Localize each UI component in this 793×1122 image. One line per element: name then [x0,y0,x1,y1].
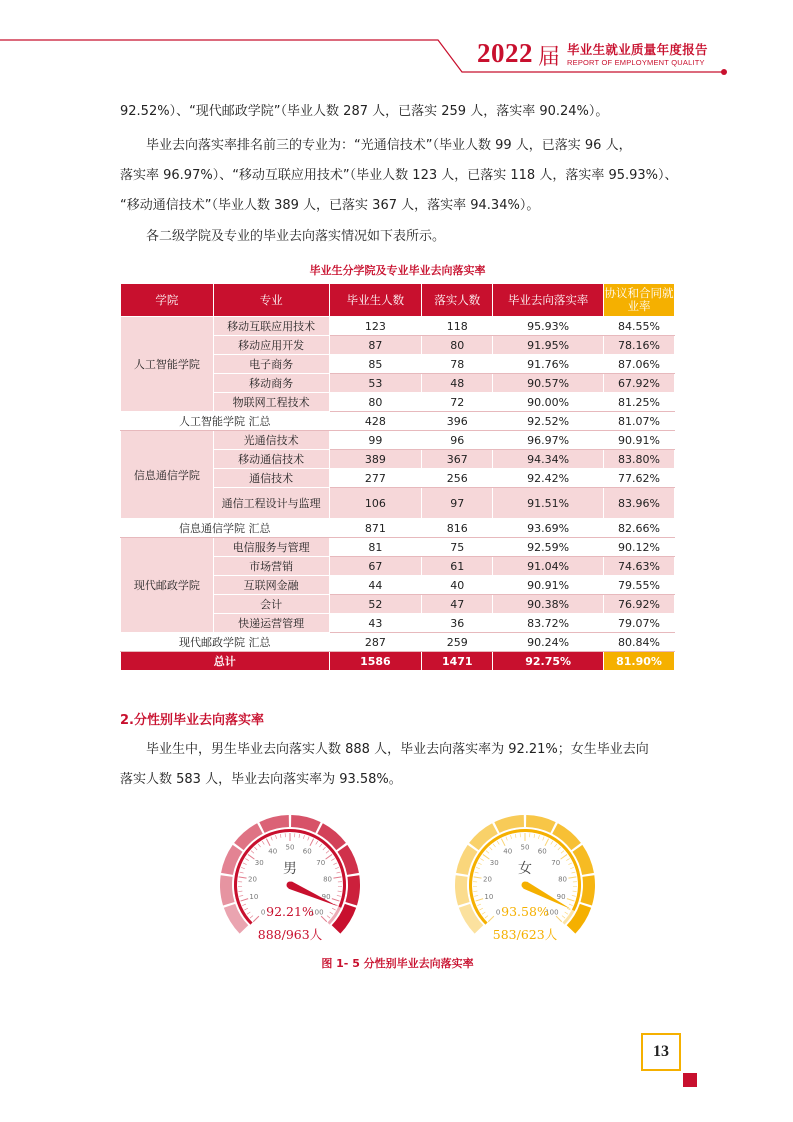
gauge-band-segment [469,823,498,850]
value-cell: 43 [329,614,422,633]
gauge-band-segment [317,823,346,850]
gauge-tick-label: 70 [316,859,326,868]
gauge-tick [515,834,516,838]
total-value: 1471 [422,652,493,671]
major-cell: 电信服务与管理 [213,538,329,557]
total-value: 81.90% [604,652,675,671]
paragraph-line: 毕业去向落实率排名前三的专业为：“光通信技术”（毕业人数 99 人，已落实 96 人， [146,138,632,153]
gauge-tick [335,867,339,868]
gauge-tick [476,867,480,868]
gauge-tick [239,877,247,878]
paragraph-line: “移动通信技术”（毕业人数 389 人，已落实 367 人，落实率 94.34%）。 [120,198,540,213]
gauge-needle-hub [522,882,529,889]
value-cell: 87 [329,336,422,355]
gauge-tick [485,916,488,919]
gauge-tick-label: 30 [254,859,264,868]
gauge-tick [474,895,478,896]
gauge-tick [561,854,567,859]
report-jie: 届 [538,45,561,70]
value-cell: 79.07% [604,614,675,633]
gauge-tick [486,851,489,854]
paragraph-line: 落实人数 583 人，毕业去向落实率为 93.58%。 [120,772,402,787]
gauge-tick [474,877,482,878]
gauge-tick [332,899,340,901]
section-heading: 2.分性别毕业去向落实率 [120,713,264,728]
value-cell: 75 [422,538,493,557]
gauge-tick [316,841,318,844]
gauge-tick [566,859,569,861]
gauge-band-segment [459,904,483,934]
gauge-tick [567,899,575,901]
value-cell: 47 [422,595,493,614]
paragraph-line: 各二级学院及专业的毕业去向落实情况如下表所示。 [146,229,446,244]
value-cell: 83.72% [493,614,604,633]
gauge-tick [570,867,574,868]
value-cell: 94.34% [493,450,604,469]
figure-caption: 图 1- 5 分性别毕业去向落实率 [321,957,474,970]
table-row [121,431,675,450]
value-cell: 44 [329,576,422,595]
gauge-tick [479,908,483,910]
value-cell: 92.42% [493,469,604,488]
gauge-tick-label: 100 [545,908,559,917]
gauge-tick-label: 60 [302,847,312,856]
gauge-tick-label: 90 [321,893,331,902]
gauge-tick [330,912,333,914]
value-cell: 277 [329,469,422,488]
gauge-tick [493,844,495,847]
gauge-tick [476,899,484,901]
header-placed: 落实人数 [422,284,493,317]
value-cell: 91.95% [493,336,604,355]
value-cell: 53 [329,374,422,393]
paragraph-line: 落实率 96.97%）、“移动互联应用技术”（毕业人数 123 人，已落实 118 人，落实率 95.93%）、 [120,168,678,183]
major-cell: 电子商务 [213,355,329,374]
summary-row [121,412,675,431]
major-cell: 光通信技术 [213,431,329,450]
gauge-tick [567,908,571,910]
gauge-tick [245,859,248,861]
college-cell: 信息通信学院 [121,431,214,519]
value-cell: 90.12% [604,538,675,557]
gauge-tick [262,841,264,844]
gauge-tick [568,877,576,878]
gauge-tick [275,835,276,839]
gauge-tick-label: 70 [551,859,561,868]
gauge-band-segment [220,875,235,905]
value-cell: 79.55% [604,576,675,595]
report-year: 2022 [477,38,533,68]
gauge-tick [251,851,254,854]
gauge-tick-label: 20 [483,875,492,884]
gauge-tick [543,837,544,841]
gauge-band-segment [552,823,581,850]
gauge-tick [310,839,314,846]
value-cell: 77.62% [604,469,675,488]
gauge-band-segment [224,904,248,934]
summary-label: 现代邮政学院 汇总 [121,633,330,652]
summary-value: 259 [422,633,493,652]
gauge-tick [551,841,553,844]
value-cell: 81 [329,538,422,557]
value-cell: 87.06% [604,355,675,374]
report-title-en: REPORT OF EMPLOYMENT QUALITY [567,58,705,67]
major-cell: 市场营销 [213,557,329,576]
value-cell: 96 [422,431,493,450]
gauge-tick [253,916,259,922]
value-cell: 90.91% [604,431,675,450]
summary-label: 人工智能学院 汇总 [121,412,330,431]
major-cell: 通信工程设计与监理 [213,488,329,519]
gauge-tick [303,835,304,839]
gauge-tick [333,863,337,865]
gauge-tick-label: 60 [537,847,547,856]
gauge-tick [240,872,244,873]
gauge-tick [333,877,341,878]
value-cell: 256 [422,469,493,488]
gauge-tick [247,912,250,914]
value-cell: 72 [422,393,493,412]
total-value: 1586 [329,652,422,671]
gauge-tick [568,863,572,865]
paragraph-line: 92.52%）、“现代邮政学院”（毕业人数 287 人，已落实 259 人，落实率 90.24%）。 [120,104,609,119]
major-cell: 移动通信技术 [213,450,329,469]
gauge-tick-label: 0 [495,908,501,917]
gauge-band-segment [567,904,591,934]
gauge-tick [538,835,539,839]
summary-value: 396 [422,412,493,431]
table-header-row [121,284,675,317]
gauge-tick [488,916,494,922]
gauge-needle-hub [287,882,294,889]
gauge-tick [239,895,243,896]
gauge-count-text: 888/963人 [257,927,323,942]
gauge-tick [473,891,477,892]
gauge-tick [556,916,562,922]
value-cell: 67 [329,557,422,576]
value-cell: 78 [422,355,493,374]
gauge-tick [266,839,270,846]
major-cell: 互联网金融 [213,576,329,595]
value-cell: 90.38% [493,595,604,614]
gauge-tick [331,859,334,861]
gauge-tick-label: 100 [310,908,324,917]
gauge-tick-label: 50 [285,843,295,852]
summary-value: 93.69% [493,519,604,538]
gauge-tick [561,851,564,854]
gauge-tick-label: 40 [268,847,278,856]
gauge-tick [271,837,272,841]
gauge-tick [571,872,575,873]
summary-row [121,519,675,538]
value-cell: 91.51% [493,488,604,519]
summary-value: 816 [422,519,493,538]
gauge-tick [572,895,576,896]
major-cell: 快递运营管理 [213,614,329,633]
gauge-tick [326,851,329,854]
summary-value: 82.66% [604,519,675,538]
gauge-male [200,813,380,943]
gauge-tick [506,837,507,841]
gauge-tick [558,847,561,850]
gauge-band-segment [345,875,360,905]
gauge-tick [326,854,332,859]
gauge-tick-label: 10 [484,893,494,902]
gauge-band-segment [221,845,242,875]
college-cell: 人工智能学院 [121,317,214,412]
report-title-cn: 毕业生就业质量年度报告 [567,42,708,57]
paragraph-line: 毕业生中，男生毕业去向落实人数 888 人，毕业去向落实率为 92.21%；女生毕业去向 [146,742,649,757]
placement-table [120,283,675,671]
summary-value: 90.24% [493,633,604,652]
value-cell: 118 [422,317,493,336]
header-major: 专业 [213,284,329,317]
gauge-tick [478,863,482,865]
value-cell: 367 [422,450,493,469]
summary-value: 871 [329,519,422,538]
value-cell: 67.92% [604,374,675,393]
gauge-tick [545,839,549,846]
value-cell: 85 [329,355,422,374]
gauge-band-segment [456,845,477,875]
total-label: 总计 [121,652,330,671]
gauge-tick [319,844,321,847]
summary-value: 287 [329,633,422,652]
gauge-tick-label: 20 [248,875,257,884]
table-title: 毕业生分学院及专业毕业去向落实率 [309,264,486,277]
gauge-tick [258,844,260,847]
gauge-band-segment [234,823,263,850]
gauge-tick [480,859,483,861]
value-cell: 83.80% [604,450,675,469]
value-cell: 91.76% [493,355,604,374]
gauge-count-text: 583/623人 [492,927,558,942]
value-cell: 78.16% [604,336,675,355]
page-number: 13 [641,1033,681,1071]
gauge-band-segment [573,845,594,875]
value-cell: 95.93% [493,317,604,336]
gauge-band-segment [332,904,356,934]
gauge-tick [299,834,300,838]
header-graduates: 毕业生人数 [329,284,422,317]
gauge-tick [248,854,254,859]
major-cell: 会计 [213,595,329,614]
gauge-tick [243,863,247,865]
value-cell: 99 [329,431,422,450]
value-cell: 90.91% [493,576,604,595]
gauge-tick [250,916,253,919]
value-cell: 61 [422,557,493,576]
value-cell: 52 [329,595,422,614]
header-college: 学院 [121,284,214,317]
value-cell: 80 [329,393,422,412]
value-cell: 84.55% [604,317,675,336]
gauge-tick [483,854,489,859]
gauge-tick-label: 40 [503,847,513,856]
value-cell: 48 [422,374,493,393]
value-cell: 80 [422,336,493,355]
value-cell: 40 [422,576,493,595]
total-value: 92.75% [493,652,604,671]
gauge-tick-label: 80 [323,875,332,884]
college-cell: 现代邮政学院 [121,538,214,633]
gauge-band-segment [338,845,359,875]
value-cell: 91.04% [493,557,604,576]
table-row [121,317,675,336]
gauge-tick [308,837,309,841]
summary-value: 81.07% [604,412,675,431]
major-cell: 移动商务 [213,374,329,393]
gauge-tick [489,847,492,850]
gauge-tick-label: 80 [558,875,567,884]
header-contract-rate: 协议和合同就业率 [604,284,675,317]
gauge-tick [323,847,326,850]
value-cell: 76.92% [604,595,675,614]
gauge-tick-label: 50 [520,843,530,852]
summary-value: 428 [329,412,422,431]
gauge-tick [321,916,327,922]
value-cell: 36 [422,614,493,633]
total-row [121,652,675,671]
summary-row [121,633,675,652]
gauge-tick [327,916,330,919]
gauge-tick [534,834,535,838]
gauge-tick [242,904,246,906]
gauge-tick [482,912,485,914]
value-cell: 97 [422,488,493,519]
major-cell: 通信技术 [213,469,329,488]
value-cell: 81.25% [604,393,675,412]
gauge-tick [241,867,245,868]
gauge-tick [338,891,342,892]
gauge-tick [510,835,511,839]
value-cell: 389 [329,450,422,469]
gauge-tick [554,844,556,847]
gauge-band-segment [455,875,470,905]
major-cell: 移动互联应用技术 [213,317,329,336]
gauge-female [435,813,615,943]
major-cell: 移动应用开发 [213,336,329,355]
summary-label: 信息通信学院 汇总 [121,519,330,538]
gauge-label: 男 [283,861,297,877]
value-cell: 123 [329,317,422,336]
gauge-tick [569,904,573,906]
gauge-tick [573,891,577,892]
header-placement-rate: 毕业去向落实率 [493,284,604,317]
gauge-value-text: 93.58% [501,904,549,919]
gauge-label: 女 [518,861,532,877]
gauge-tick-label: 0 [260,908,266,917]
gauge-value-text: 92.21% [266,904,314,919]
value-cell: 106 [329,488,422,519]
value-cell: 83.96% [604,488,675,519]
gauge-tick [332,908,336,910]
value-cell: 90.57% [493,374,604,393]
gauge-tick [475,872,479,873]
table-row [121,538,675,557]
summary-value: 92.52% [493,412,604,431]
gauge-band-segment [580,875,595,905]
gauge-tick [562,916,565,919]
gauge-tick-label: 10 [249,893,259,902]
value-cell: 90.00% [493,393,604,412]
gauge-tick [501,839,505,846]
major-cell: 物联网工程技术 [213,393,329,412]
gauge-tick [238,891,242,892]
gauge-tick [254,847,257,850]
gauge-tick-label: 90 [556,893,566,902]
gauge-tick-label: 30 [489,859,499,868]
gauge-tick [241,899,249,901]
value-cell: 92.59% [493,538,604,557]
value-cell: 96.97% [493,431,604,450]
summary-value: 80.84% [604,633,675,652]
gauge-tick [244,908,248,910]
gauge-tick [280,834,281,838]
gauge-tick [336,872,340,873]
gauge-tick [497,841,499,844]
value-cell: 74.63% [604,557,675,576]
gauge-tick [337,895,341,896]
page-corner-decoration [683,1073,697,1087]
gauge-tick [477,904,481,906]
gauge-tick [565,912,568,914]
